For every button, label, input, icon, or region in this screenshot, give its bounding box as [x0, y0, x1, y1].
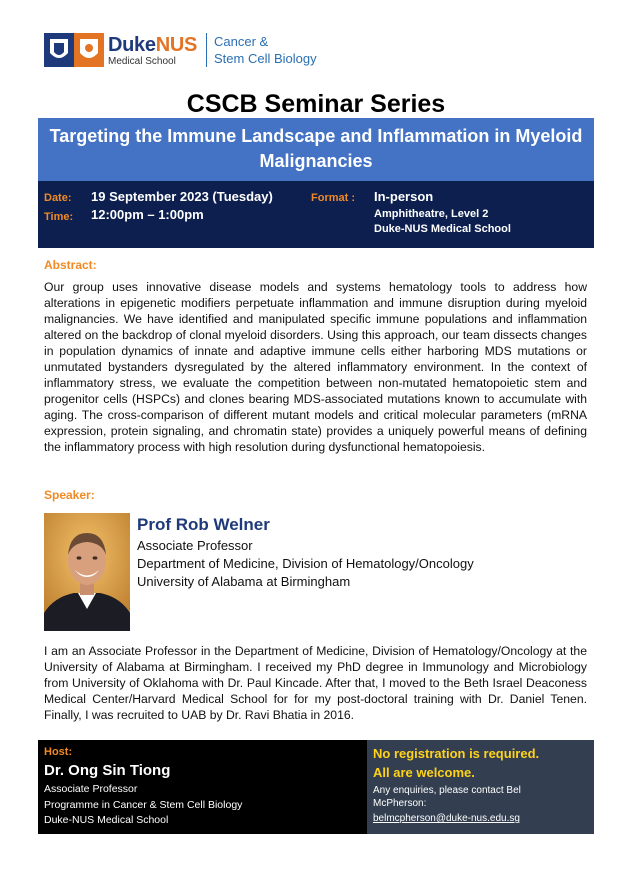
abstract-text: Our group uses innovative disease models and systems hematology tools to address how alterations in epigenetic modifiers perpetuate inflammation and immune disruption during myeloid malignancies. We have identified and manipulated specific immune populations and inflammation altered on the backdrop of clonal myeloid disorders. Using this approach, our team dissects changes in population dynamics of innate and adaptive immune cells either harboring MDS mutations or unmutated bystanders dysregulated by the altered inflammatory environment. In the context of inflammatory stress, we evaluate the competition between non-mutated hematopoietic stem and progenitor cells (HSPCs) and clones bearing MDS-associated mutations known to accumulate with aging. The cross-comparison of different mutant models and critical molecular parameters (mRNA expression, protein signaling, and chromatin state) provides a uniquely powerful means of defining the inflammatory process with high resolution during dysfunctional hematopoiesis. [44, 280, 587, 454]
department-name-line2: Stem Cell Biology [214, 51, 317, 66]
format-value: In-person [374, 189, 434, 204]
logo-subtitle: Medical School [108, 56, 176, 67]
duke-nus-wordmark: DukeNUS [108, 34, 198, 56]
department-name-line1: Cancer & [214, 34, 269, 49]
time-value: 12:00pm – 1:00pm [91, 207, 204, 222]
series-title: CSCB Seminar Series [186, 90, 446, 118]
speaker-role: Associate Professor [137, 538, 253, 553]
speaker-department: Department of Medicine, Division of Hematology/Oncology [137, 556, 474, 571]
speaker-university: University of Alabama at Birmingham [137, 574, 351, 589]
abstract-label: Abstract: [44, 258, 97, 272]
welcome-note: All are welcome. [373, 765, 475, 780]
enquiry-email-link[interactable]: belmcpherson@duke-nus.edu.sg [373, 813, 520, 824]
format-label: Format : [311, 192, 355, 204]
speaker-bio: I am an Associate Professor in the Department of Medicine, Division of Hematology/Oncology at the University of Alabama at Birmingham. I received my PhD degree in Immunology and Microbiology from University of Oklahoma with Dr. Paul Kincade. After that, I moved to the Beth Israel Deaconess Medical Center/Harvard Medical School for for my post-doctoral training with Dr. Daniel Tenen. Finally, I was recruited to UAB by Dr. Ravi Bhatia in 2016. [44, 644, 587, 722]
logo-divider [206, 33, 207, 67]
date-label: Date: [44, 192, 72, 204]
host-label: Host: [44, 746, 73, 758]
host-role: Associate Professor [44, 783, 138, 795]
speaker-label: Speaker: [44, 488, 95, 502]
speaker-name: Prof Rob Welner [137, 515, 270, 534]
time-label: Time: [44, 211, 74, 223]
venue-line1: Amphitheatre, Level 2 [374, 208, 489, 220]
date-value: 19 September 2023 (Tuesday) [91, 189, 273, 204]
enquiry-text-line1: Any enquiries, please contact Bel [373, 785, 521, 796]
registration-note: No registration is required. [373, 746, 540, 761]
duke-nus-shield-logo [44, 33, 104, 67]
host-programme: Programme in Cancer & Stem Cell Biology [44, 799, 243, 811]
host-school: Duke-NUS Medical School [44, 814, 169, 826]
host-name: Dr. Ong Sin Tiong [44, 762, 171, 779]
speaker-photo [44, 513, 130, 631]
enquiry-text-line2: McPherson: [373, 798, 427, 809]
talk-title: Targeting the Immune Landscape and Inflammation in Myeloid Malignancies [49, 126, 583, 171]
venue-line2: Duke-NUS Medical School [374, 223, 511, 235]
